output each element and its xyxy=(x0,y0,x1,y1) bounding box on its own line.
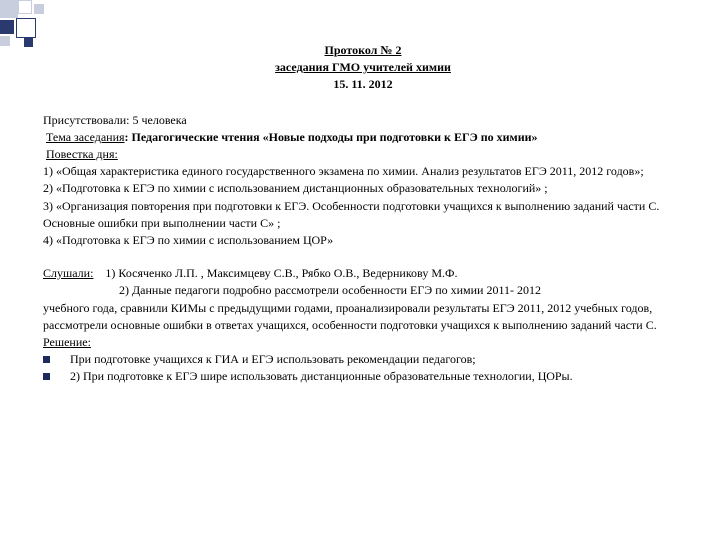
heard-label: Слушали: xyxy=(43,266,94,281)
topic-value: : Педагогические чтения «Новые подходы при подготовки к ЕГЭ по химии» xyxy=(124,129,538,144)
agenda-item: 2) «Подготовка к ЕГЭ по химии с использованием дистанционных образовательных технологий» ; xyxy=(43,181,548,196)
agenda-label: Повестка дня: xyxy=(46,147,118,162)
agenda-item: 3) «Организация повторения при подготовки к ЕГЭ. Особенности подготовки учащихся к выполнению заданий части С. Основные ошибки при выполнении части С» ; xyxy=(43,198,660,230)
agenda-item: 1) «Общая характеристика единого государственного экзамена по химии. Анализ результатов ЕГЭ 2011, 2012 годов»; xyxy=(43,164,644,179)
meeting-date: 15. 11. 2012 xyxy=(333,77,393,92)
heard-detail-rest: учебного года, сравнили КИМы с предыдущими годами, проанализировали результаты ЕГЭ 2011, 2012 учебных годов, рассмотрели основные ошибки в ответах учащихся, особенности подготовки учащихся к выполнению заданий части С. xyxy=(43,300,657,332)
topic-label: Тема заседания xyxy=(46,129,125,144)
heard-line xyxy=(43,265,683,282)
decision-item: При подготовке учащихся к ГИА и ЕГЭ использовать рекомендации педагогов; xyxy=(43,351,683,368)
decision-label-line xyxy=(43,334,683,351)
protocol-title: Протокол № 2 xyxy=(324,43,402,57)
attendance: Присутствовали: 5 человека xyxy=(43,112,187,127)
heard-detail-first: 2) Данные педагоги подробно рассмотрели особенности ЕГЭ по химии 2011- 2012 xyxy=(119,283,542,298)
document-header xyxy=(43,42,683,94)
topic-line xyxy=(43,129,683,146)
agenda-label-line xyxy=(43,146,683,163)
protocol-document xyxy=(43,42,683,386)
heard-speakers: 1) Косяченко Л.П. , Максимцеву С.В., Рябко О.В., Ведерникову М.Ф. xyxy=(105,266,458,281)
decision-item: 2) При подготовке к ЕГЭ шире использовать дистанционные образовательные технологии, ЦОРы. xyxy=(43,368,683,385)
decision-label: Решение: xyxy=(43,335,91,350)
agenda-item: 4) «Подготовка к ЕГЭ по химии с использованием ЦОР» xyxy=(43,233,334,248)
meeting-title: заседания ГМО учителей химии xyxy=(275,60,451,75)
